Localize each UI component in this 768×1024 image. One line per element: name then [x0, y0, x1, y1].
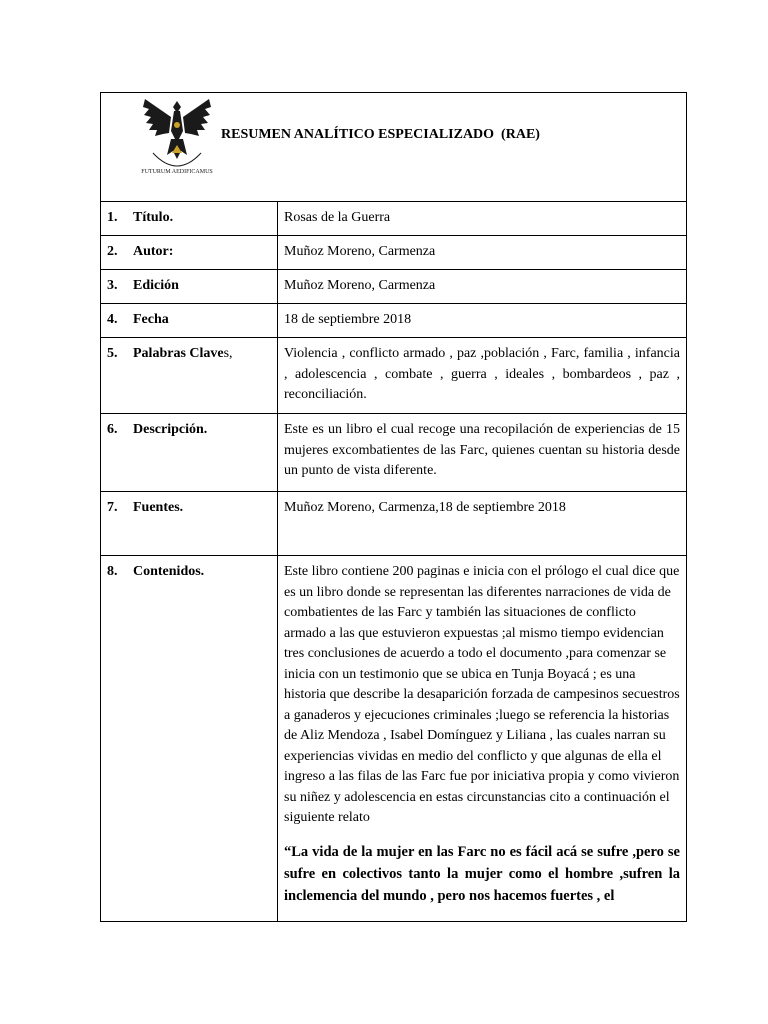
row-label: 8. Contenidos.: [101, 556, 278, 922]
row-value: Muñoz Moreno, Carmenza: [278, 270, 687, 304]
row-value: Rosas de la Guerra: [278, 202, 687, 236]
logo-motto: FUTURUM AEDIFICAMUS: [141, 169, 213, 175]
row-label: 3. Edición: [101, 270, 278, 304]
document-title: RESUMEN ANALÍTICO ESPECIALIZADO (RAE): [221, 127, 540, 142]
header-row: [101, 93, 687, 202]
table-row: [101, 236, 687, 270]
table-row: [101, 338, 687, 414]
row-label: 5. Palabras Claves,: [101, 338, 278, 414]
rae-table: [100, 92, 687, 922]
table-row: [101, 492, 687, 556]
contents-text: Este libro contiene 200 paginas e inicia con el prólogo el cual dice que es un libro donde se representan las diferentes narraciones de vida de combatientes de las Farc y también las situaciones de conflicto armado a las que estuvieron expuestas ;al mismo tiempo evidencian tres conclusiones de acuerdo a todo el documento ,para comenzar se inicia con un testimonio que se ubica en Tunja Boyacá ; es una historia que describe la desaparición forzada de campesinos secuestros a ganaderos y ejecuciones criminales ;luego se referencia la historias de Aliz Mendoza , Isabel Domínguez y Liliana , las cuales narran su experiencias vividas en medio del conflicto y que algunas de ella el ingreso a las filas de las Farc fue por iniciativa propia y como vivieron su niñez y adolescencia en estas circunstancias cito a continuación el siguiente relato: [284, 564, 680, 825]
row-value: 18 de septiembre 2018: [278, 304, 687, 338]
row-label: 4. Fecha: [101, 304, 278, 338]
row-label: 2. Autor:: [101, 236, 278, 270]
table-row: [101, 556, 687, 922]
header-cell: [101, 93, 687, 202]
table-row: [101, 270, 687, 304]
eagle-crest-icon: [141, 93, 213, 185]
row-label: 1. Título.: [101, 202, 278, 236]
row-value: Violencia , conflicto armado , paz ,población , Farc, familia , infancia , adolescencia , combate , guerra , ideales , bombardeos , paz , reconciliación.: [278, 338, 687, 414]
contents-quote: “La vida de la mujer en las Farc no es fácil acá se sufre ,pero se sufre en colectivos tanto la mujer como el hombre ,sufren la inclemencia del mundo , pero nos hacemos fuertes , el: [284, 843, 680, 904]
row-value: [278, 556, 687, 922]
row-label: 7. Fuentes.: [101, 492, 278, 556]
row-value: Este es un libro el cual recoge una recopilación de experiencias de 15 mujeres excombatientes de las Farc, quienes cuentan su historia desde un punto de vista diferente.: [278, 414, 687, 492]
row-label: 6. Descripción.: [101, 414, 278, 492]
table-row: [101, 202, 687, 236]
table-row: [101, 414, 687, 492]
row-value: Muñoz Moreno, Carmenza,18 de septiembre 2018: [278, 492, 687, 556]
table-row: [101, 304, 687, 338]
row-value: Muñoz Moreno, Carmenza: [278, 236, 687, 270]
